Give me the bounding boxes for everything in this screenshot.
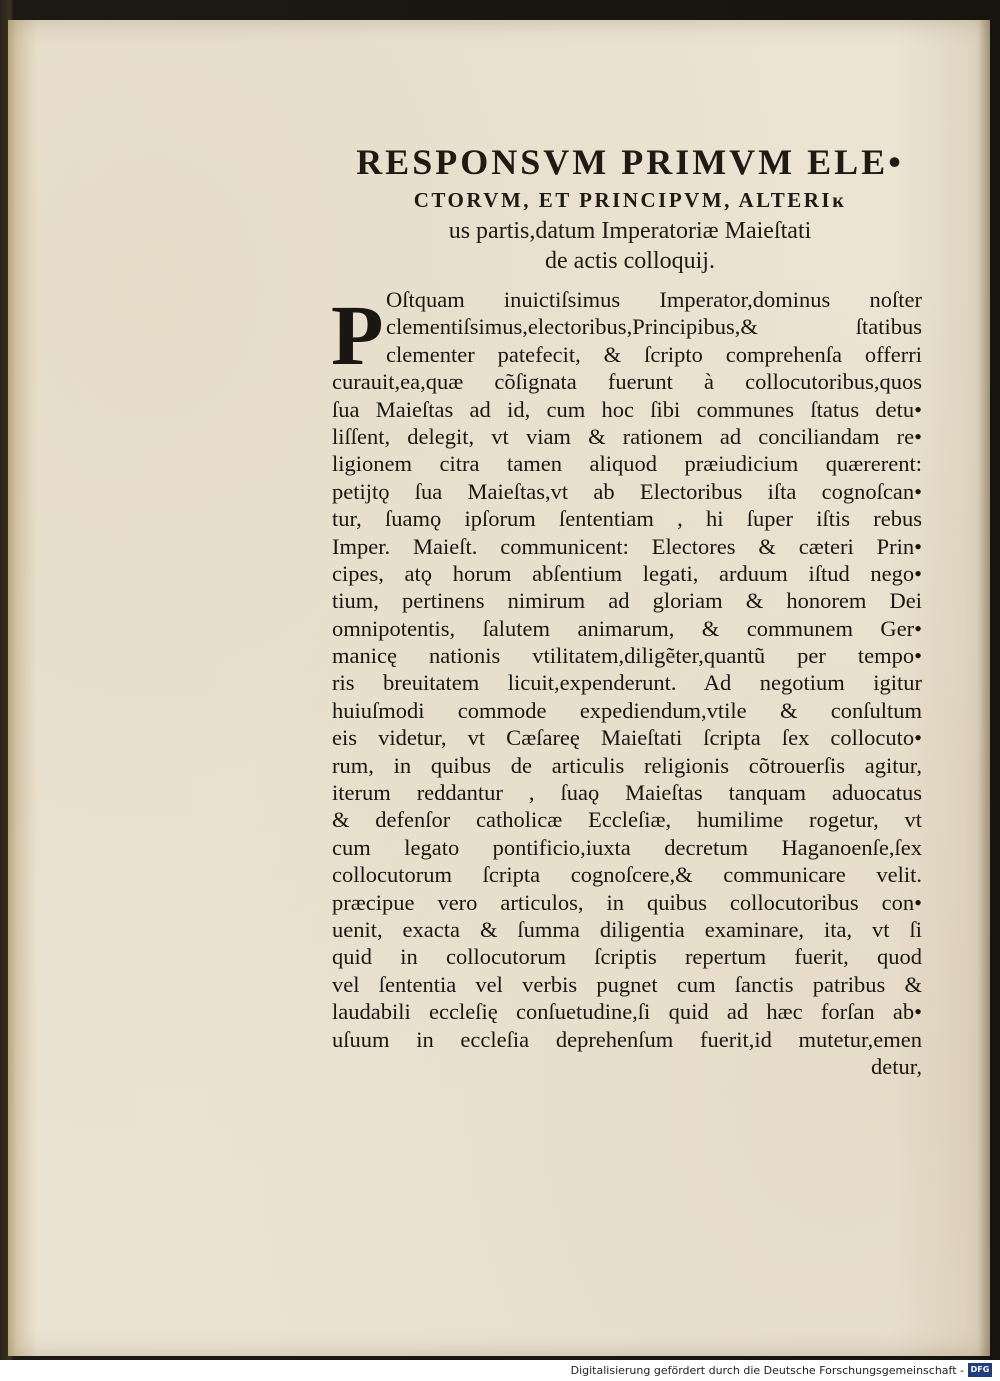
title-line-3: us partis,datum Imperatoriæ Maieſtati	[448, 218, 812, 244]
text-line: tium, pertinens nimirum ad gloriam & honorem Dei	[332, 588, 922, 614]
text-line: uenit, exacta & ſumma diligentia examinare, ita, vt ſi	[332, 916, 922, 942]
text-line: rum, in quibus de articulis religionis cõtrouerſis agitur,	[332, 752, 922, 778]
text-line: & defenſor catholicæ Eccleſiæ, humilime rogetur, vt	[332, 807, 922, 833]
dfg-logo[interactable]: DFG	[968, 1363, 992, 1377]
text-line: manicę nationis vtilitatem,diligẽter,quantũ per tempo•	[332, 643, 922, 669]
text-line: cipes, atǫ horum abſentium legati, arduum iſtud nego•	[332, 560, 922, 586]
title-line-4: de actis colloquij.	[545, 248, 715, 274]
drop-cap: P	[331, 287, 384, 383]
text-line: laudabili eccleſię conſuetudine,ſi quid ad hæc forſan ab•	[332, 999, 922, 1025]
text-line: ligionem citra tamen aliquod præiudicium quærerent:	[332, 451, 922, 477]
text-line: Oſtquam inuictiſsimus Imperator,dominus noſter	[386, 287, 922, 312]
text-line: clementiſsimus,electoribus,Principibus,& ſtatibus	[386, 314, 922, 340]
page-title	[320, 140, 940, 276]
text-line: tur, ſuamǫ ipſorum ſententiam , hi ſuper iſtis rebus	[332, 506, 922, 532]
catchword: detur,	[871, 1053, 922, 1079]
text-line: collocutorum ſcripta cognoſcere,& communicare velit.	[332, 862, 922, 888]
title-line-1: RESPONSVM PRIMVM ELE•	[356, 142, 904, 182]
text-line: curauit,ea,quæ cõſignata fuerunt à collocutoribus,quos	[332, 369, 922, 395]
text-line: præcipue vero articulos, in quibus collocutoribus con•	[332, 889, 922, 915]
text-line: clementer patefecit, & ſcripto comprehenſa offerri	[386, 341, 922, 367]
text-line: petijtǫ ſua Maieſtas,vt ab Electoribus iſta cognoſcan•	[332, 478, 922, 504]
text-line: uſuum in eccleſia deprehenſum fuerit,id mutetur,emen	[332, 1026, 922, 1052]
body-text	[332, 286, 922, 1080]
title-line-2: CTORVM, ET PRINCIPVM, ALTERIĸ	[413, 188, 847, 212]
text-line: ſua Maieſtas ad id, cum hoc ſibi communes ſtatus detu•	[332, 396, 922, 422]
text-line: liſſent, delegit, vt viam & rationem ad conciliandam re•	[332, 423, 922, 449]
text-line: Imper. Maieſt. communicent: Electores & cæteri Prin•	[332, 533, 922, 559]
page-edge-shadow	[978, 20, 990, 1356]
footer-bar	[0, 1360, 1000, 1381]
text-line: iterum reddantur , ſuaǫ Maieſtas tanquam aduocatus	[332, 780, 922, 806]
text-line: omnipotentis, ſalutem animarum, & communem Ger•	[332, 615, 922, 641]
text-line: quid in collocutorum ſcriptis repertum fuerit, quod	[332, 944, 922, 970]
text-line: vel ſententia vel verbis pugnet cum ſanctis patribus &	[332, 971, 922, 997]
text-line: cum legato pontificio,iuxta decretum Haganoenſe,ſex	[332, 834, 922, 860]
text-line: ris breuitatem licuit,expenderunt. Ad negotium igitur	[332, 670, 922, 696]
footer-credit: Digitalisierung gefördert durch die Deutsche Forschungsgemeinschaft -	[570, 1364, 964, 1377]
text-line: eis videtur, vt Cæſareę Maieſtati ſcripta ſex collocuto•	[332, 725, 922, 751]
text-line: huiuſmodi commode expediendum,vtile & conſultum	[332, 697, 922, 723]
